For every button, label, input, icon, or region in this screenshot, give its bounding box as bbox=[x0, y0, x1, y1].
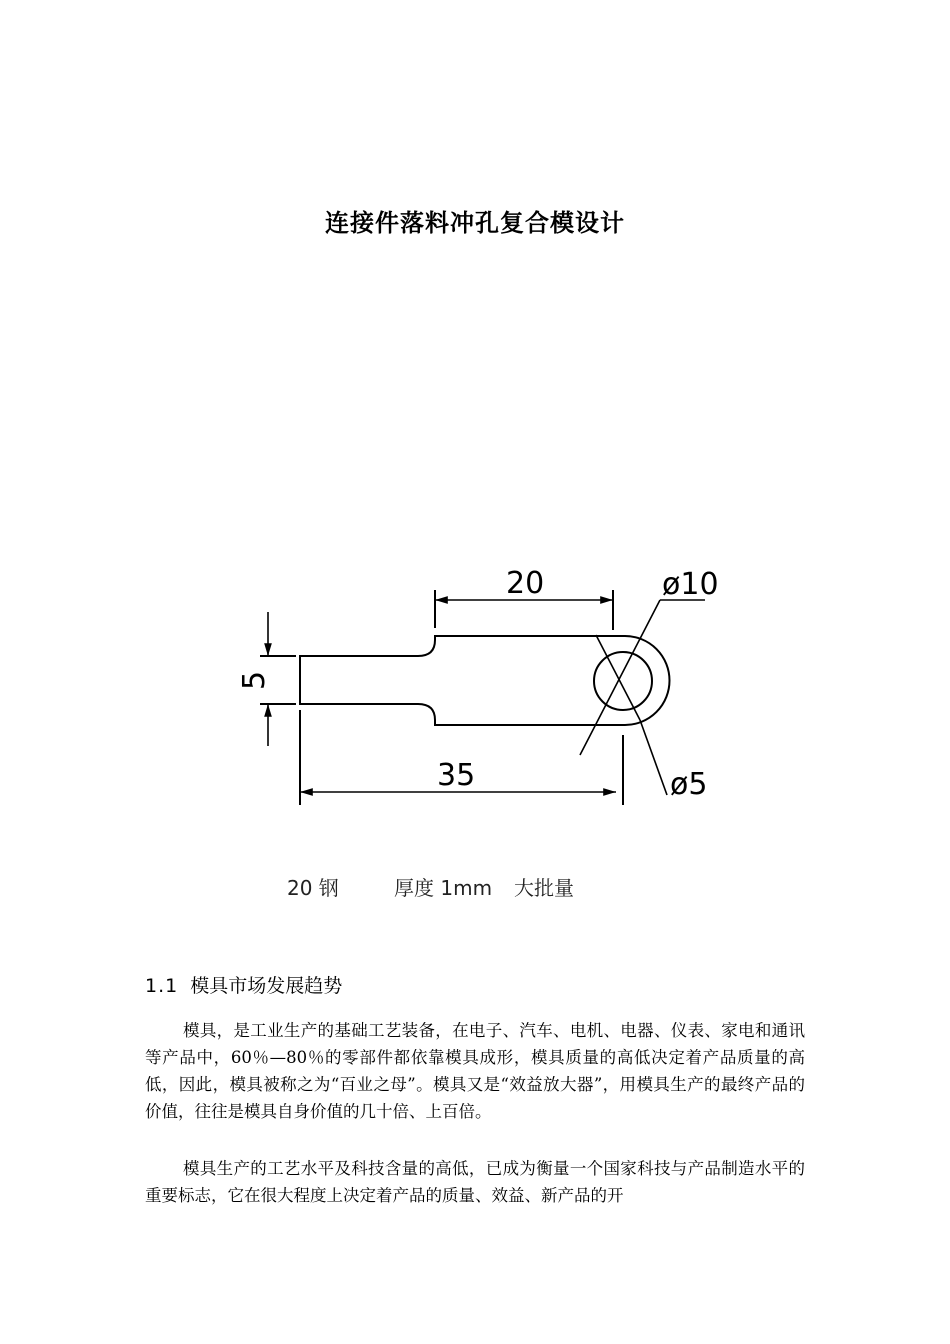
caption-thickness: 厚度 1mm bbox=[394, 876, 493, 900]
caption-material: 20 钢 bbox=[287, 876, 339, 900]
section-title: 模具市场发展趋势 bbox=[190, 975, 343, 997]
caption-batch: 大批量 bbox=[514, 876, 574, 900]
document-title: 连接件落料冲孔复合模设计 bbox=[325, 209, 625, 237]
section-number: 1.1 bbox=[145, 975, 179, 997]
paragraph: 模具生产的工艺水平及科技含量的高低，已成为衡量一个国家科技与产品制造水平的重要标志，它在很大程度上决定着产品的质量、效益、新产品的开 bbox=[145, 1159, 805, 1205]
dim-dia5: ø5 bbox=[670, 767, 708, 802]
dim-5: 5 bbox=[237, 670, 272, 690]
dim-20: 20 bbox=[506, 566, 545, 601]
section-heading bbox=[145, 971, 342, 998]
part-drawing bbox=[200, 540, 740, 840]
dim-dia10: ø10 bbox=[662, 567, 719, 602]
paragraph: 模具，是工业生产的基础工艺装备，在电子、汽车、电机、电器、仪表、家电和通讯等产品中，60％—80％的零部件都依靠模具成形，模具质量的高低决定着产品质量的高低，因此，模具被称之为“百业之母”。模具又是“效益放大器”，用模具生产的最终产品的价值，往往是模具自身价值的几十倍、上百倍。 bbox=[145, 1021, 805, 1121]
hole-circle bbox=[594, 652, 652, 710]
dim-35: 35 bbox=[437, 758, 476, 793]
part-outline bbox=[300, 636, 670, 725]
